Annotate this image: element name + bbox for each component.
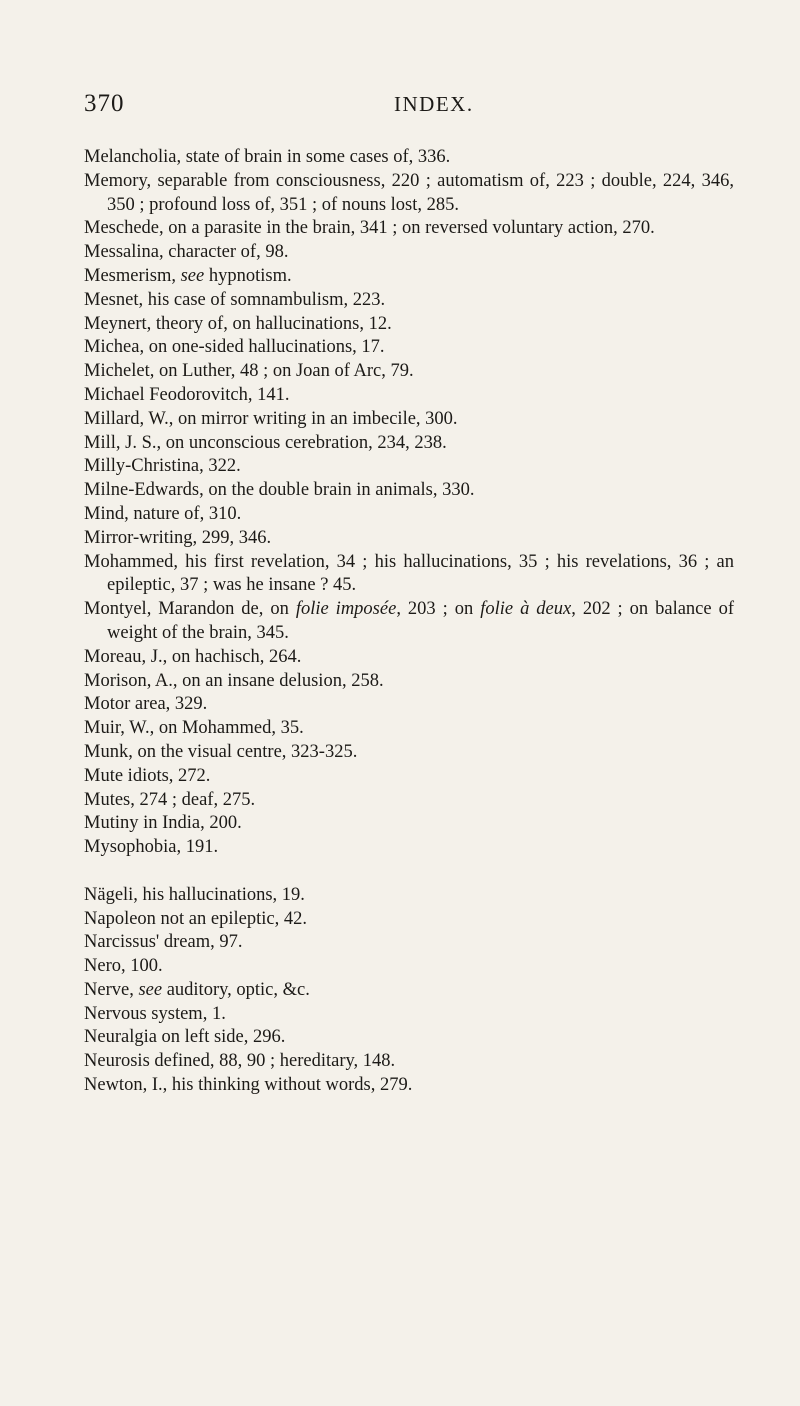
entry-text: Milne-Edwards, on the double brain in animals, 330. [84,480,475,501]
index-entry [84,955,734,979]
index-section-n [84,884,734,1098]
section-gap [84,860,734,884]
index-entry [84,527,734,551]
index-entry [84,836,734,860]
entry-text: Memory, separable from consciousness, 220 ; automatism of, 223 ; double, 224, 346, 350 ; profound loss of, 351 ; of nouns lost, 285. [84,170,734,215]
index-entry [84,812,734,836]
index-entry [84,217,734,241]
entry-italic-text: see [180,265,205,286]
index-entries [84,146,734,1098]
entry-text: Melancholia, state of brain in some cases of, 336. [84,147,451,167]
entry-text: Mirror-writing, 299, 346. [84,527,272,548]
index-entry [84,1026,734,1050]
entry-text: Michea, on one-sided hallucinations, 17. [84,337,385,358]
index-entry [84,598,734,646]
entry-text: , 203 ; on [396,599,481,620]
entry-italic-text: folie à deux [480,599,572,620]
index-section-m [84,146,734,860]
entry-text: Mind, nature of, 310. [84,503,242,524]
index-entry [84,479,734,503]
entry-text: Nervous system, 1. [84,1003,226,1024]
entry-text: Newton, I., his thinking without words, 279. [84,1075,413,1096]
entry-text: Mutiny in India, 200. [84,813,242,834]
entry-text: Milly-Christina, 322. [84,456,241,477]
entry-text: Mutes, 274 ; deaf, 275. [84,789,256,810]
entry-text: Montyel, Marandon de, on [84,599,296,620]
entry-text: Millard, W., on mirror writing in an imbecile, 300. [84,408,458,429]
index-entry [84,503,734,527]
index-entry [84,979,734,1003]
entry-text: Mute idiots, 272. [84,765,211,786]
index-entry [84,1074,734,1098]
index-entry [84,241,734,265]
index-entry [84,265,734,289]
index-entry [84,670,734,694]
entry-text: Michelet, on Luther, 48 ; on Joan of Arc, 79. [84,361,414,382]
entry-text: Michael Feodorovitch, 141. [84,384,290,405]
index-entry [84,693,734,717]
index-entry [84,408,734,432]
entry-text: Nero, 100. [84,956,163,977]
entry-text: Meynert, theory of, on hallucinations, 12. [84,313,392,334]
entry-text: Neuralgia on left side, 296. [84,1027,286,1048]
index-entry [84,717,734,741]
entry-text: Napoleon not an epileptic, 42. [84,908,307,929]
entry-text: Messalina, character of, 98. [84,242,289,263]
index-entry [84,455,734,479]
entry-text: Nägeli, his hallucinations, 19. [84,884,305,905]
index-entry [84,313,734,337]
index-entry [84,1050,734,1074]
entry-text: Narcissus' dream, 97. [84,932,243,953]
index-entry [84,336,734,360]
entry-text: Meschede, on a parasite in the brain, 341 ; on reversed voluntary action, 270. [84,218,655,239]
index-entry [84,646,734,670]
entry-text: Nerve, [84,979,139,1000]
running-title: INDEX. [394,92,474,116]
entry-text: Muir, W., on Mohammed, 35. [84,718,304,739]
index-entry [84,741,734,765]
index-entry [84,908,734,932]
entry-text: hypnotism. [204,265,292,286]
entry-text: auditory, optic, &c. [162,979,310,1000]
index-entry [84,931,734,955]
page-header [84,90,704,130]
entry-text: , 202 ; on balance of weight of the brain, 345. [107,599,734,643]
index-entry [84,170,734,218]
entry-text: Neurosis defined, 88, 90 ; hereditary, 148. [84,1051,396,1072]
index-entry [84,384,734,408]
entry-text: Mohammed, his first revelation, 34 ; his hallucinations, 35 ; his revelations, 36 ; an epileptic, 37 ; was he insane ? 45. [84,551,734,596]
index-entry [84,551,734,599]
entry-text: Munk, on the visual centre, 323-325. [84,741,358,762]
entry-text: Mesnet, his case of somnambulism, 223. [84,289,386,310]
entry-text: Mesmerism, [84,265,181,286]
index-entry [84,289,734,313]
entry-text: Motor area, 329. [84,694,208,715]
index-entry [84,884,734,908]
index-entry [84,360,734,384]
entry-text: Mill, J. S., on unconscious cerebration, 234, 238. [84,432,447,453]
page-number: 370 [84,90,125,117]
index-entry [84,765,734,789]
entry-italic-text: folie imposée [295,599,397,620]
entry-italic-text: see [138,979,163,1000]
index-entry [84,789,734,813]
index-entry [84,1003,734,1027]
entry-text: Mysophobia, 191. [84,837,219,858]
entry-text: Morison, A., on an insane delusion, 258. [84,670,384,691]
entry-text: Moreau, J., on hachisch, 264. [84,646,302,667]
index-entry [84,146,734,170]
index-entry [84,432,734,456]
